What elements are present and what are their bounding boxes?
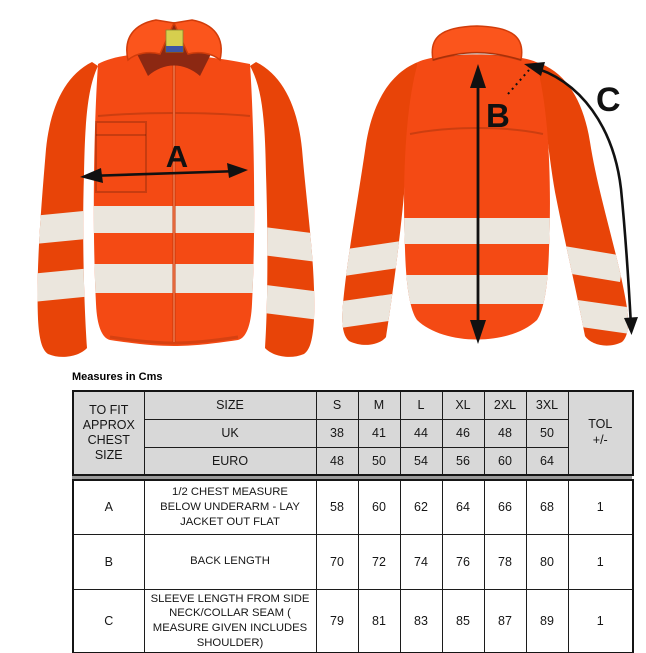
corner-header-cell: TO FIT APPROX CHEST SIZE [73, 391, 144, 475]
row-c-tol: 1 [568, 589, 633, 653]
euro-size-row [73, 447, 633, 475]
row-c-description: SLEEVE LENGTH FROM SIDE NECK/COLLAR SEAM ( MEASURE GIVEN INCLUDES SHOULDER) [144, 589, 316, 653]
row-c-m: 81 [358, 589, 400, 653]
euro-m: 50 [358, 447, 400, 475]
size-chart-header-table [72, 390, 634, 476]
size-col-l: L [400, 391, 442, 419]
tolerance-label: TOL [588, 417, 613, 432]
row-a-3xl: 68 [526, 480, 568, 534]
row-a-code: A [73, 480, 144, 534]
size-col-3xl: 3XL [526, 391, 568, 419]
back-jacket-figure [330, 14, 646, 362]
row-a-s: 58 [316, 480, 358, 534]
row-a-m: 60 [358, 480, 400, 534]
row-c-xl: 85 [442, 589, 484, 653]
collar-label-tag-stripe [166, 46, 183, 52]
euro-3xl: 64 [526, 447, 568, 475]
row-a-xl: 64 [442, 480, 484, 534]
row-b-2xl: 78 [484, 534, 526, 589]
front-left-sleeve [38, 62, 98, 357]
arrow-label-c: C [596, 81, 621, 119]
row-b-tol: 1 [568, 534, 633, 589]
uk-m: 41 [358, 419, 400, 447]
size-col-m: M [358, 391, 400, 419]
row-b-m: 72 [358, 534, 400, 589]
row-a-description: 1/2 CHEST MEASURE BELOW UNDERARM - LAY JACKET OUT FLAT [144, 480, 316, 534]
arrow-label-b: B [486, 97, 510, 134]
uk-s: 38 [316, 419, 358, 447]
measures-note: Measures in Cms [72, 371, 163, 383]
row-c-3xl: 89 [526, 589, 568, 653]
row-a-2xl: 66 [484, 480, 526, 534]
uk-size-row [73, 419, 633, 447]
size-col-s: S [316, 391, 358, 419]
row-c-s: 79 [316, 589, 358, 653]
tolerance-header-cell [568, 391, 633, 475]
row-a-tol: 1 [568, 480, 633, 534]
row-b-code: B [73, 534, 144, 589]
row-b-l: 74 [400, 534, 442, 589]
row-a-l: 62 [400, 480, 442, 534]
row-c-l: 83 [400, 589, 442, 653]
size-chart [72, 390, 632, 653]
euro-row-label: EURO [144, 447, 316, 475]
uk-l: 44 [400, 419, 442, 447]
arrow-label-a: A [165, 139, 189, 174]
size-header-row [73, 391, 633, 419]
euro-s: 48 [316, 447, 358, 475]
size-col-xl: XL [442, 391, 484, 419]
front-jacket-figure [24, 4, 326, 372]
row-c-code: C [73, 589, 144, 653]
euro-xl: 56 [442, 447, 484, 475]
size-row-label: SIZE [144, 391, 316, 419]
row-b-3xl: 80 [526, 534, 568, 589]
row-b-xl: 76 [442, 534, 484, 589]
front-jacket-illustration [24, 4, 326, 372]
euro-l: 54 [400, 447, 442, 475]
size-col-2xl: 2XL [484, 391, 526, 419]
uk-xl: 46 [442, 419, 484, 447]
uk-2xl: 48 [484, 419, 526, 447]
measurement-row-c [73, 589, 633, 653]
tolerance-sign: +/- [592, 433, 608, 447]
row-b-description: BACK LENGTH [144, 534, 316, 589]
measurement-row-b [73, 534, 633, 589]
size-chart-body-table [72, 479, 634, 653]
euro-2xl: 60 [484, 447, 526, 475]
measurement-row-a [73, 480, 633, 534]
row-c-2xl: 87 [484, 589, 526, 653]
uk-3xl: 50 [526, 419, 568, 447]
uk-row-label: UK [144, 419, 316, 447]
back-jacket-illustration [330, 14, 646, 362]
row-b-s: 70 [316, 534, 358, 589]
